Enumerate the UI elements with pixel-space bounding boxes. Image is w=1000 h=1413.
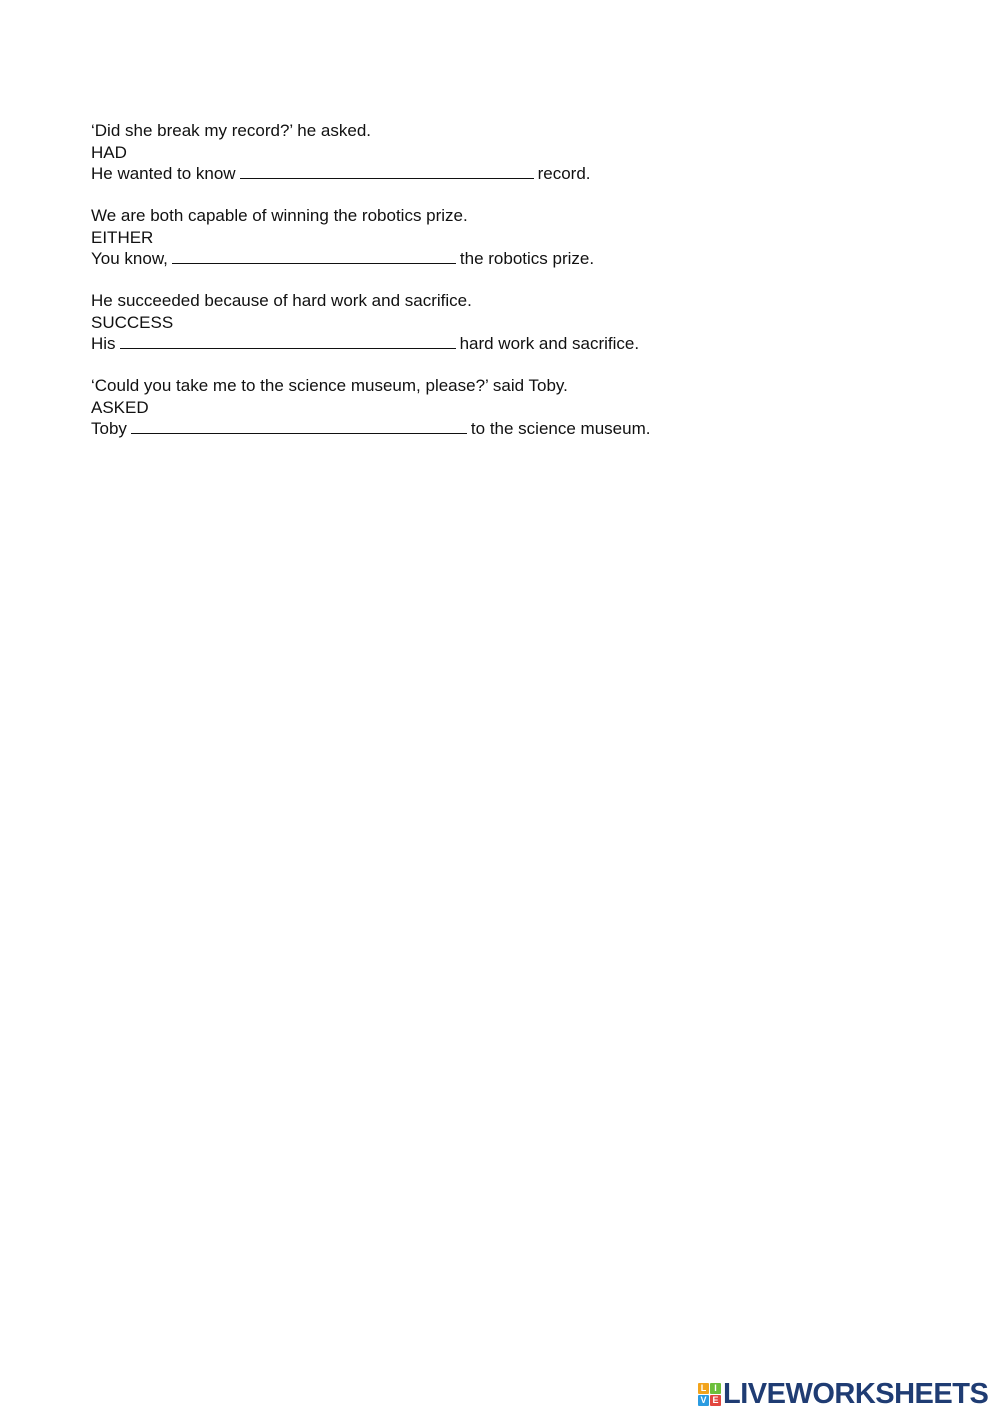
liveworksheets-logo[interactable]	[698, 1378, 988, 1410]
exercise-2-start: You know,	[91, 249, 168, 268]
exercise-3-blank[interactable]	[120, 333, 456, 349]
exercise-1-answer-line	[91, 163, 591, 185]
exercise-4	[91, 375, 650, 440]
logo-mark-letter: L	[698, 1383, 709, 1394]
exercise-2-answer-line	[91, 248, 594, 270]
logo-mark-letter: E	[710, 1395, 721, 1406]
exercise-4-blank[interactable]	[131, 418, 467, 434]
exercise-4-end: to the science museum.	[470, 419, 651, 438]
exercise-1-prompt: ‘Did she break my record?’ he asked.	[91, 121, 372, 140]
exercise-1-keyword: HAD	[91, 142, 127, 162]
exercise-3-answer-line	[91, 333, 639, 355]
exercise-3-keyword: SUCCESS	[91, 312, 174, 332]
exercise-2-prompt: We are both capable of winning the robotics prize.	[91, 206, 468, 225]
exercise-3-end: hard work and sacrifice.	[459, 334, 640, 353]
exercise-3-prompt: He succeeded because of hard work and sacrifice.	[91, 291, 472, 310]
logo-wordmark: LIVEWORKSHEETS	[723, 1377, 989, 1410]
exercise-3-start: His	[91, 334, 116, 353]
exercise-1	[91, 120, 591, 185]
exercise-4-prompt: ‘Could you take me to the science museum, please?’ said Toby.	[91, 376, 568, 395]
exercise-2-end: the robotics prize.	[459, 249, 595, 268]
exercise-2	[91, 205, 594, 270]
exercise-1-blank[interactable]	[240, 163, 534, 179]
exercise-3	[91, 290, 639, 355]
exercise-1-end: record.	[537, 164, 591, 183]
exercise-2-blank[interactable]	[172, 248, 456, 264]
exercise-4-start: Toby	[91, 419, 127, 438]
logo-mark-letter: I	[710, 1383, 721, 1394]
exercise-2-keyword: EITHER	[91, 227, 154, 247]
exercise-1-start: He wanted to know	[91, 164, 236, 183]
exercise-4-keyword: ASKED	[91, 397, 149, 417]
logo-mark-letter: V	[698, 1395, 709, 1406]
exercise-4-answer-line	[91, 418, 650, 440]
live-logo-icon	[698, 1383, 721, 1406]
